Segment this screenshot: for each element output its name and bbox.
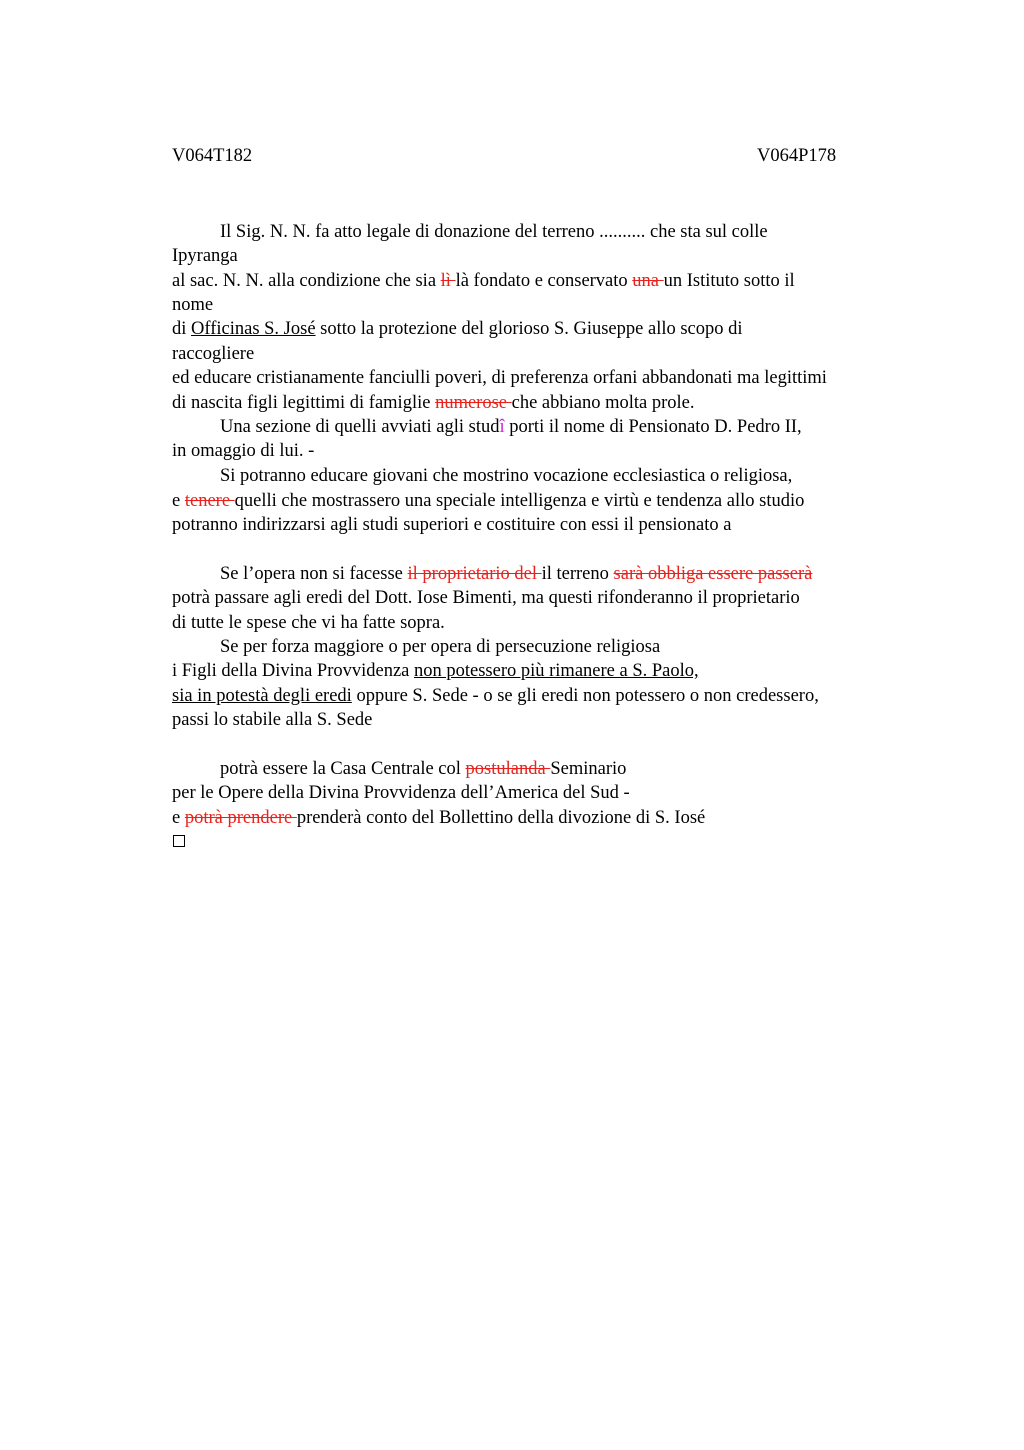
document-code-left: V064T182 <box>172 146 253 166</box>
text-line <box>172 342 254 366</box>
text-line <box>172 659 699 683</box>
text-run: nome <box>172 295 214 315</box>
text-run: Ipyranga <box>172 246 238 266</box>
text-run: passi lo stabile alla S. Sede <box>172 710 373 730</box>
underlined-text: non potessero più rimanere a S. Paolo, <box>414 661 699 681</box>
deleted-text: tenere <box>184 491 235 511</box>
inserted-mark: î <box>499 417 505 437</box>
text-run: e <box>172 491 185 511</box>
text-run: prenderà conto del Bollettino della divozione di S. Iosé <box>296 808 706 828</box>
text-line <box>172 489 804 513</box>
text-run: Se l’opera non si facesse <box>220 564 408 584</box>
text-run: potrà essere la Casa Centrale col <box>220 759 466 779</box>
text-run: che abbiano molta prole. <box>511 393 695 413</box>
deleted-text: postulanda <box>465 759 551 779</box>
text-line <box>220 757 626 781</box>
text-run: di tutte le spese che vi ha fatte sopra. <box>172 613 445 633</box>
text-line <box>220 562 812 586</box>
text-line <box>172 513 732 537</box>
text-line <box>172 439 314 463</box>
text-line <box>172 586 800 610</box>
text-line <box>220 220 768 244</box>
text-run: il terreno <box>541 564 614 584</box>
text-line <box>172 366 827 390</box>
text-run: porti il nome di Pensionato D. Pedro II, <box>504 417 802 437</box>
deleted-text: il proprietario del <box>407 564 542 584</box>
text-line <box>172 317 743 341</box>
text-line <box>172 781 630 805</box>
underlined-text: sia in potestà degli eredi <box>172 686 352 706</box>
deleted-text: numerose <box>435 393 512 413</box>
text-run: sotto la protezione del glorioso S. Giuseppe allo scopo di <box>315 319 743 339</box>
deleted-text: lì <box>440 271 456 291</box>
text-line <box>220 464 792 488</box>
deleted-text: potrà prendere <box>184 808 297 828</box>
text-run: al sac. N. N. alla condizione che sia <box>172 271 441 291</box>
text-line <box>172 708 372 732</box>
checkbox-square-icon <box>173 835 185 847</box>
text-line <box>172 269 795 293</box>
text-line <box>172 806 705 830</box>
text-run: Se per forza maggiore o per opera di persecuzione religiosa <box>220 637 661 657</box>
text-run: in omaggio di lui. - <box>172 441 315 461</box>
text-run: potrà passare agli eredi del Dott. Iose Bimenti, ma questi rifonderanno il proprietario <box>172 588 800 608</box>
text-run: Seminario <box>550 759 627 779</box>
text-run: e <box>172 808 185 828</box>
text-run: i Figli della Divina Provvidenza <box>172 661 414 681</box>
deleted-text: sarà obbliga essere passerà <box>613 564 813 584</box>
text-line <box>172 684 819 708</box>
text-line <box>172 611 445 635</box>
text-run: potranno indirizzarsi agli studi superiori e costituire con essi il pensionato a <box>172 515 732 535</box>
text-line <box>220 415 802 439</box>
text-run: un Istituto sotto il <box>663 271 795 291</box>
text-run: per le Opere della Divina Provvidenza dell’America del Sud - <box>172 783 630 803</box>
text-run: quelli che mostrassero una speciale intelligenza e virtù e tendenza allo studio <box>234 491 805 511</box>
text-line <box>172 391 695 415</box>
text-run: raccogliere <box>172 344 255 364</box>
text-run: oppure S. Sede - o se gli eredi non potessero o non credessero, <box>351 686 819 706</box>
text-run: Il Sig. N. N. fa atto legale di donazione del terreno .......... che sta sul colle <box>220 222 768 242</box>
text-run: Si potranno educare giovani che mostrino vocazione ecclesiastica o religiosa, <box>220 466 793 486</box>
text-line <box>220 635 660 659</box>
underlined-text: Officinas S. José <box>191 319 316 339</box>
text-run: di nascita figli legittimi di famiglie <box>172 393 436 413</box>
text-line <box>172 244 238 268</box>
text-run: di <box>172 319 192 339</box>
text-run: là fondato e conservato <box>455 271 633 291</box>
text-run: ed educare cristianamente fanciulli poveri, di preferenza orfani abbandonati ma legittimi <box>172 368 827 388</box>
text-run: Una sezione di quelli avviati agli stud <box>220 417 500 437</box>
text-line <box>172 293 213 317</box>
document-code-right: V064P178 <box>757 146 837 166</box>
deleted-text: una <box>632 271 664 291</box>
